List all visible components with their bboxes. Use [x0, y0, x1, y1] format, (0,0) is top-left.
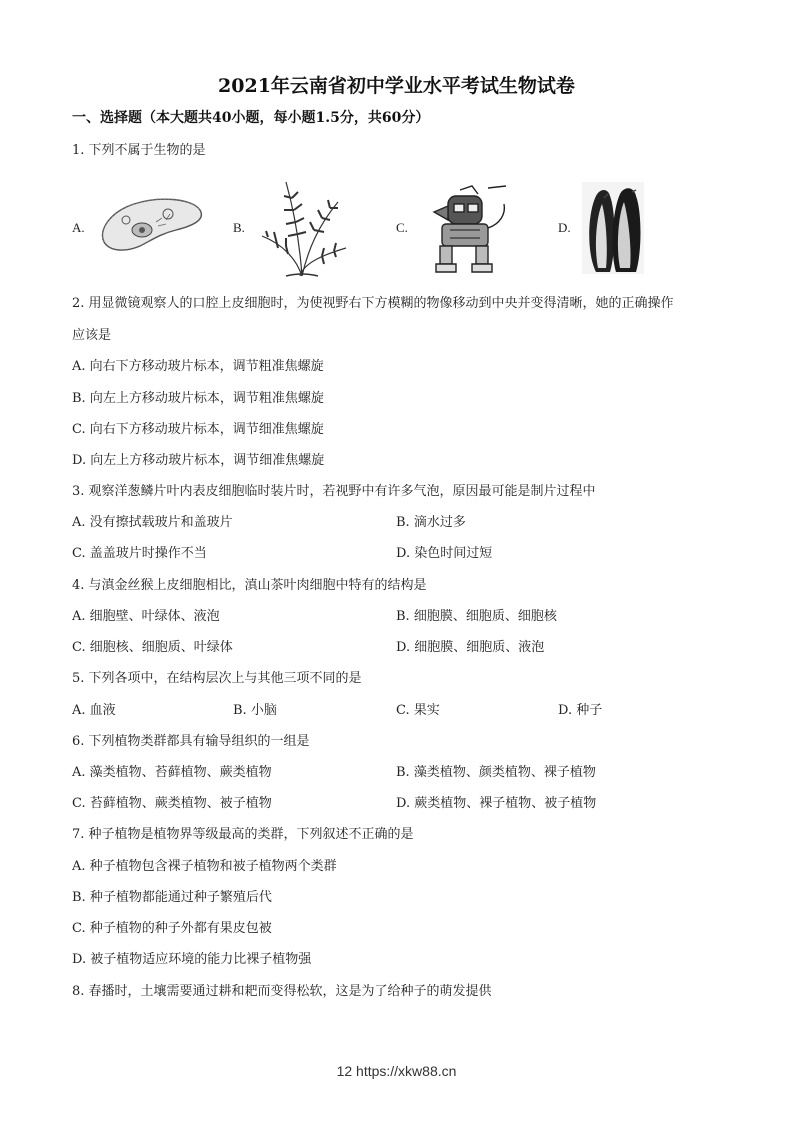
page-footer: 12 https://xkw88.cn: [336, 1063, 457, 1079]
q4-option-d: D. 细胞膜、细胞质、液泡: [396, 640, 545, 655]
q3-option-c: C. 盖盖玻片时操作不当: [72, 546, 207, 561]
question-8-stem: 8. 春播时，土壤需要通过耕和耙而变得松软，这是为了给种子的萌发提供: [72, 984, 492, 999]
q3-option-b: B. 滴水过多: [396, 515, 466, 530]
q5-option-d: D. 种子: [558, 703, 603, 718]
q1-option-a-label: A.: [72, 220, 85, 235]
q5-option-c: C. 果实: [396, 703, 440, 718]
q2-option-b: B. 向左上方移动玻片标本，调节粗准焦螺旋: [72, 391, 324, 406]
q7-option-b: B. 种子植物都能通过种子繁殖后代: [72, 890, 272, 905]
penguins-icon: [582, 182, 644, 274]
q4-option-a: A. 细胞壁、叶绿体、液泡: [72, 609, 220, 624]
q6-option-b: B. 藻类植物、颜类植物、裸子植物: [396, 765, 596, 780]
question-3-stem: 3. 观察洋葱鳞片叶内表皮细胞临时装片时，若视野中有许多气泡，原因最可能是制片过程中: [72, 484, 596, 499]
question-6-stem: 6. 下列植物类群都具有输导组织的一组是: [72, 734, 310, 749]
q2-option-c: C. 向右下方移动玻片标本，调节细准焦螺旋: [72, 422, 324, 437]
section-heading: 一、选择题（本大题共40小题，每小题1.5分，共60分）: [72, 110, 430, 126]
question-7-stem: 7. 种子植物是植物界等级最高的类群，下列叙述不正确的是: [72, 827, 414, 842]
q1-option-d-label: D.: [558, 220, 571, 235]
fern-icon: [256, 178, 348, 278]
question-1-stem: 1. 下列不属于生物的是: [72, 143, 206, 158]
q4-option-c: C. 细胞核、细胞质、叶绿体: [72, 640, 233, 655]
page-title: 2021年云南省初中学业水平考试生物试卷: [218, 75, 575, 97]
q6-option-d: D. 蕨类植物、裸子植物、被子植物: [396, 796, 597, 811]
question-5-stem: 5. 下列各项中，在结构层次上与其他三项不同的是: [72, 671, 362, 686]
q1-option-b-label: B.: [233, 220, 245, 235]
q3-option-d: D. 染色时间过短: [396, 546, 493, 561]
q7-option-a: A. 种子植物包含裸子植物和被子植物两个类群: [72, 859, 337, 874]
q6-option-c: C. 苔藓植物、蕨类植物、被子植物: [72, 796, 272, 811]
q5-option-a: A. 血液: [72, 703, 116, 718]
q6-option-a: A. 藻类植物、苔藓植物、蕨类植物: [72, 765, 272, 780]
q3-option-a: A. 没有擦拭载玻片和盖玻片: [72, 515, 233, 530]
q4-option-b: B. 细胞膜、细胞质、细胞核: [396, 609, 557, 624]
q7-option-c: C. 种子植物的种子外都有果皮包被: [72, 921, 272, 936]
q7-option-d: D. 被子植物适应环境的能力比裸子植物强: [72, 952, 312, 967]
question-2-stem-line1: 2. 用显微镜观察人的口腔上皮细胞时，为使视野右下方模糊的物像移动到中央并变得清晰，她的正确操作: [72, 296, 674, 311]
paramecium-icon: [96, 190, 206, 258]
robot-dog-icon: [420, 184, 514, 276]
question-4-stem: 4. 与滇金丝猴上皮细胞相比，滇山茶叶肉细胞中特有的结构是: [72, 578, 427, 593]
q5-option-b: B. 小脑: [233, 703, 277, 718]
question-2-stem-line2: 应该是: [72, 328, 112, 343]
q2-option-d: D. 向左上方移动玻片标本，调节细准焦螺旋: [72, 453, 325, 468]
q2-option-a: A. 向右下方移动玻片标本，调节粗准焦螺旋: [72, 359, 324, 374]
q1-option-c-label: C.: [396, 220, 408, 235]
